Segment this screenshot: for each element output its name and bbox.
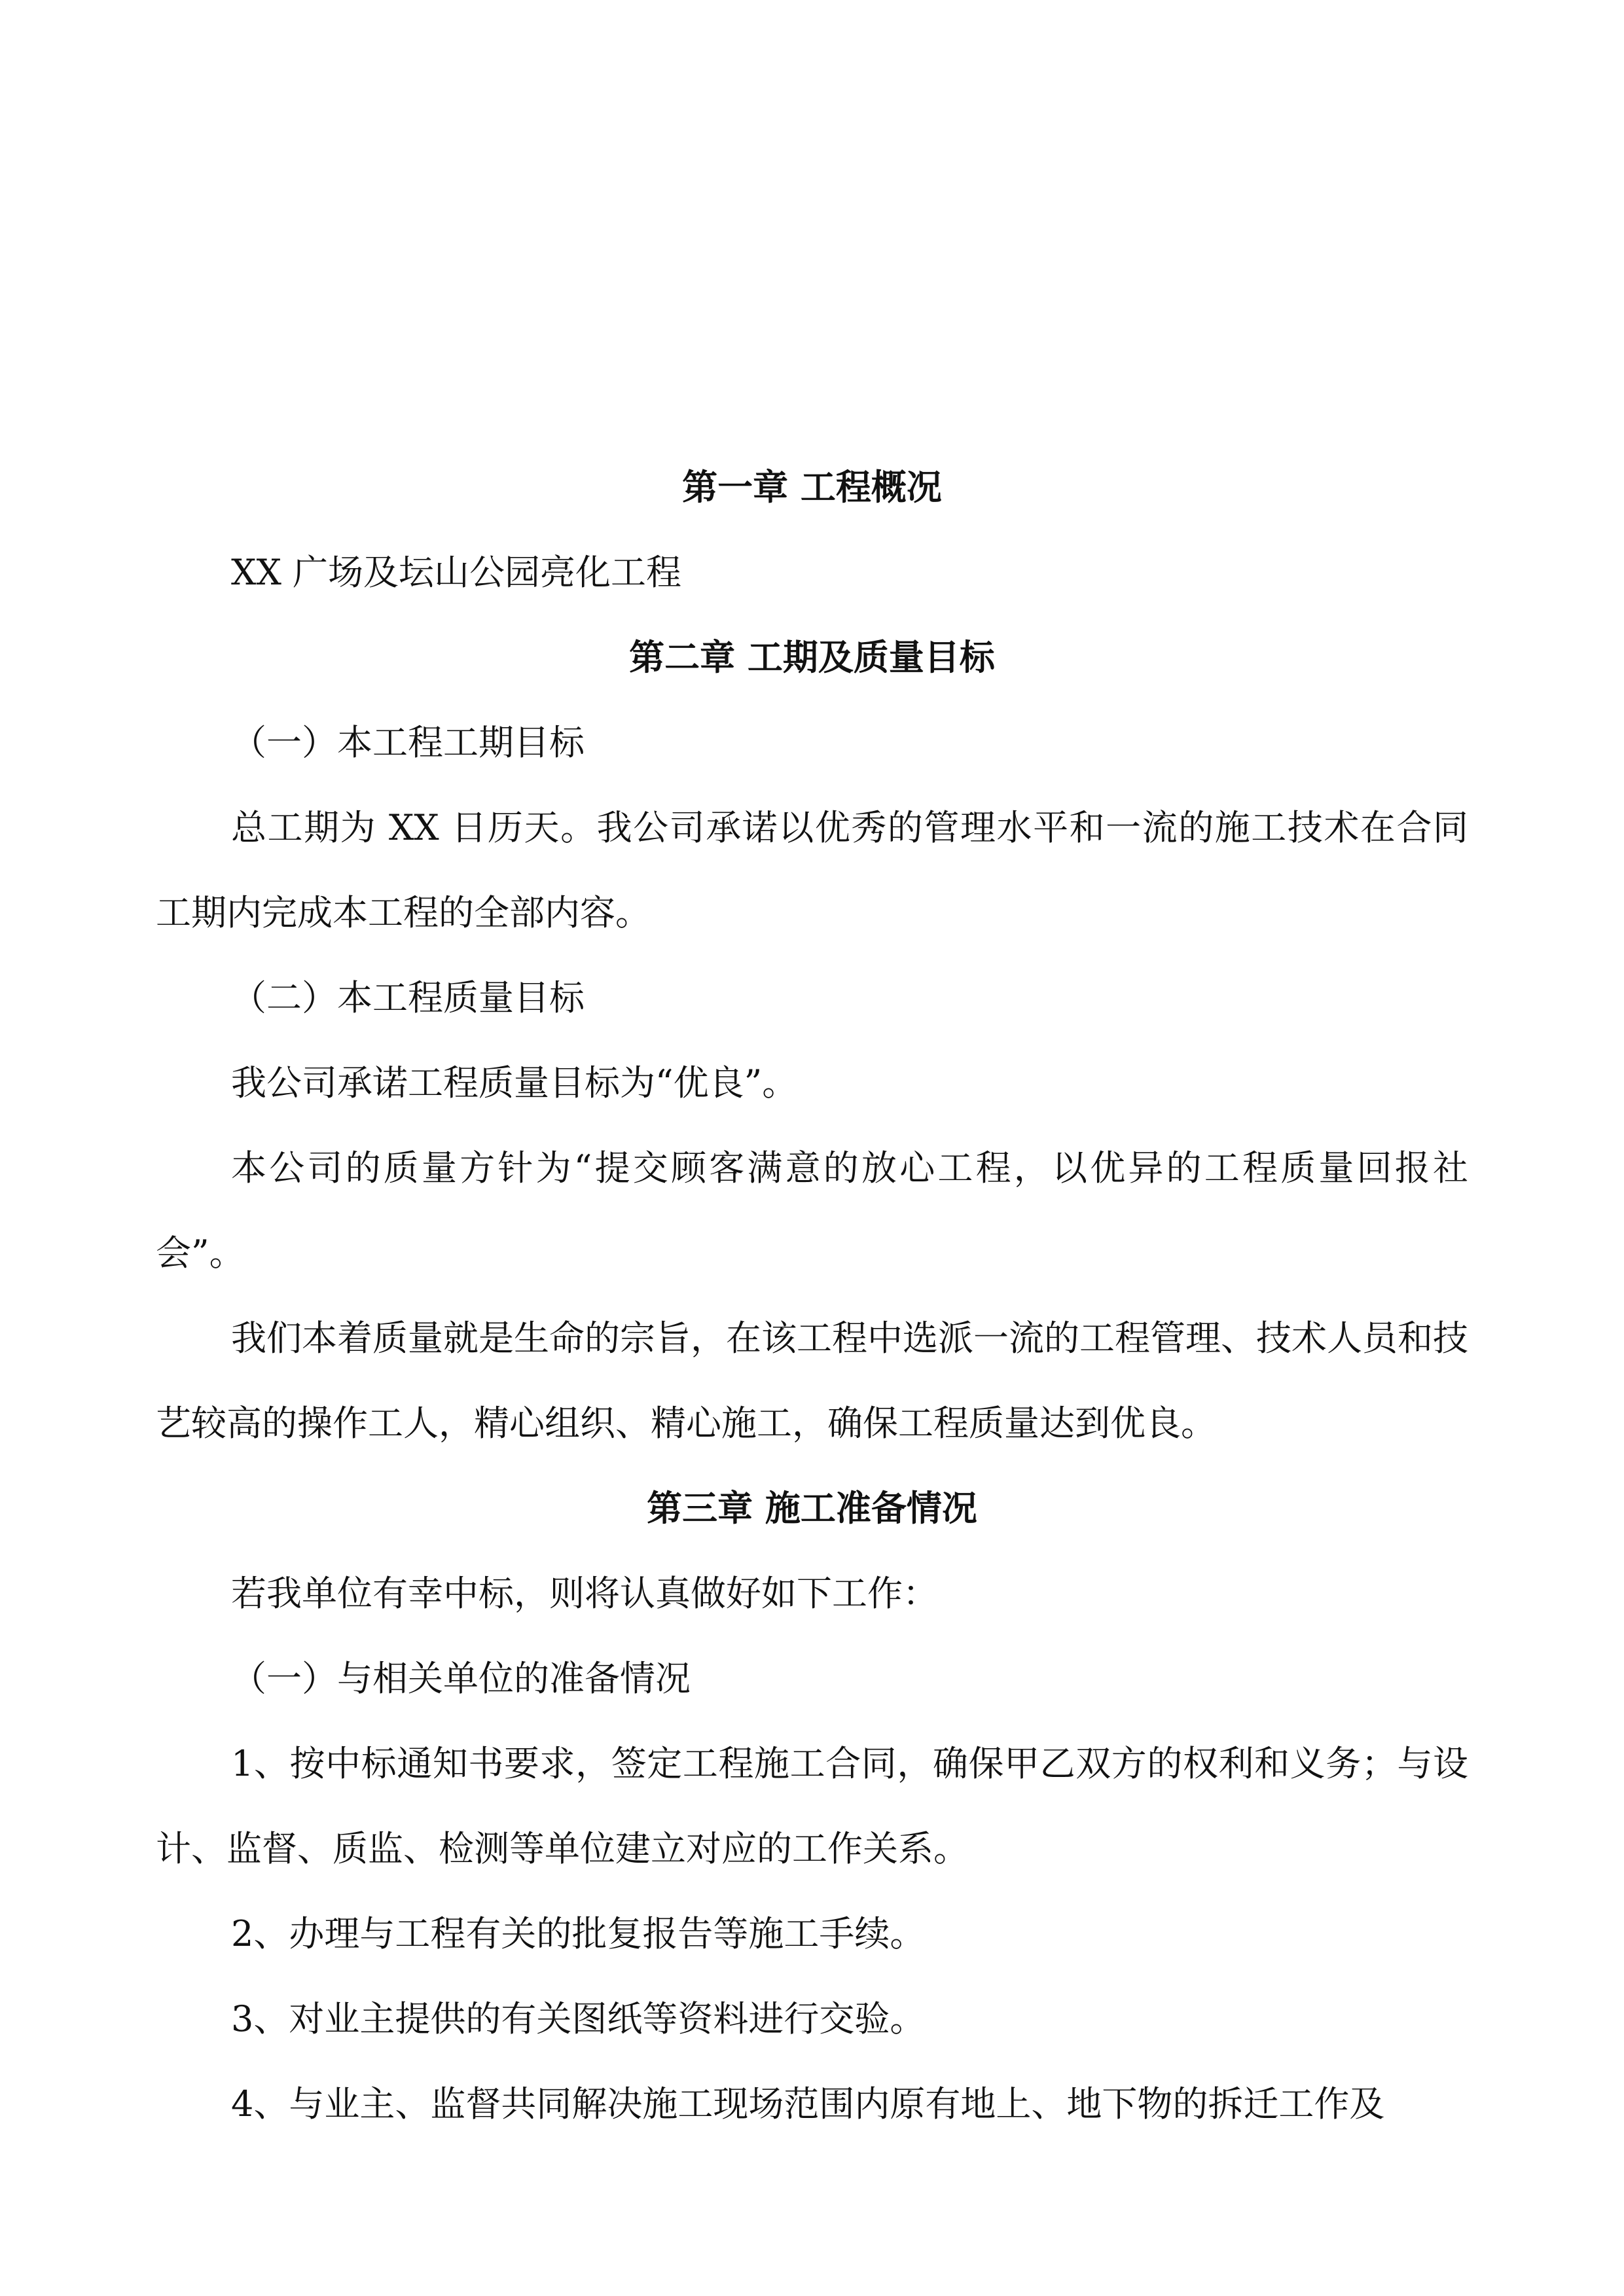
list-item-1: 1、按中标通知书要求，签定工程施工合同，确保甲乙双方的权利和义务；与设计、监督、质监、检测等单位建立对应的工作关系。 — [156, 1743, 1468, 1869]
list-item-2: 2、办理与工程有关的批复报告等施工手续。 — [231, 1913, 926, 1954]
preparation-intro-paragraph: 若我单位有幸中标，则将认真做好如下工作： — [231, 1573, 938, 1614]
quality-goal-subheading: （二）本工程质量目标 — [231, 977, 585, 1018]
chapter-1-paragraph: XX 广场及坛山公园亮化工程 — [231, 552, 682, 593]
schedule-goal-subheading: （一）本工程工期目标 — [231, 722, 585, 763]
quality-commitment-paragraph: 我公司承诺工程质量目标为“优良”。 — [231, 1062, 798, 1103]
quality-policy-paragraph: 本公司的质量方针为“提交顾客满意的放心工程，以优异的工程质量回报社会”。 — [156, 1147, 1468, 1274]
chapter-2-title: 第二章 工期及质量目标 — [629, 637, 995, 678]
list-item-3: 3、对业主提供的有关图纸等资料进行交验。 — [231, 1998, 926, 2039]
chapter-3-title: 第三章 施工准备情况 — [647, 1488, 977, 1529]
schedule-goal-paragraph: 总工期为 XX 日历天。我公司承诺以优秀的管理水平和一流的施工技术在合同工期内完成本工程的全部内容。 — [156, 807, 1468, 933]
chapter-1-title: 第一章 工程概况 — [682, 467, 942, 508]
quality-staffing-paragraph: 我们本着质量就是生命的宗旨，在该工程中选派一流的工程管理、技术人员和技艺较高的操作工人，精心组织、精心施工，确保工程质量达到优良。 — [156, 1318, 1468, 1444]
related-units-subheading: （一）与相关单位的准备情况 — [231, 1658, 691, 1699]
document-body — [156, 445, 1468, 2147]
list-item-4: 4、与业主、监督共同解决施工现场范围内原有地上、地下物的拆迁工作及 — [231, 2083, 1385, 2125]
